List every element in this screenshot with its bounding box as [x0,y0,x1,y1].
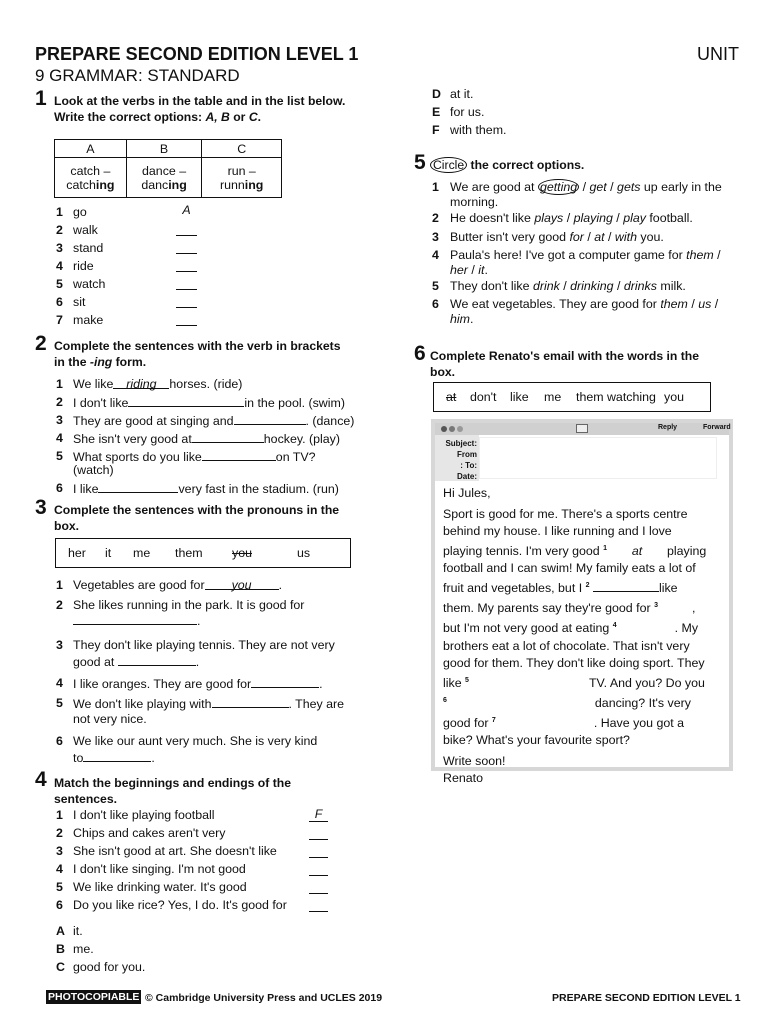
item-text: . [151,751,155,765]
box-word: me [133,546,151,560]
header-labels [445,438,477,482]
window-dot-icon[interactable] [457,426,463,432]
option[interactable]: drinking [570,279,614,293]
answer-blank[interactable] [98,481,178,493]
item-number: 1 [56,377,63,391]
separator: / [604,230,615,244]
item-text: Paula's here! I've got a computer game for [450,248,687,262]
email-text: them. My parents say they're good for [443,601,651,616]
exercise-4-instruction [54,775,384,808]
email-line: good for them. They don't like doing sport. They [443,655,705,670]
exercise-5-number: 5 [414,151,426,174]
exercise-3-instruction [54,502,384,535]
email-line [443,540,728,560]
instruction-line: sentences. [54,792,118,807]
ending-letter: B [56,942,65,956]
item-text: very fast in the stadium. (run) [178,482,339,496]
answer-blank[interactable] [202,449,276,461]
answer-blank[interactable] [309,843,328,858]
table-header-a: A [55,140,127,158]
cell-line [127,178,202,192]
item-number: 2 [56,826,63,840]
item-text: to [73,751,84,765]
item-text: . [319,677,323,691]
box-word: us [297,546,311,560]
item-text: We are good at [450,180,538,194]
item-text: in the pool. (swim) [244,396,345,410]
instruction-text: Write the correct options: [54,110,206,125]
box-word-used: at [446,390,457,404]
email-window [431,419,733,785]
email-line: Sport is good for me. There's a sports centre [443,507,688,521]
gap-number: 1 [603,545,608,552]
separator: / [579,180,590,194]
answer-blank[interactable] [447,695,595,707]
separator: / [687,297,699,311]
copyright-text: © Cambridge University Press and UCLES 2019 [145,992,383,1004]
box-word: her [68,546,86,560]
cell-stem: danc [141,177,169,192]
circle-word: Circle [430,157,467,173]
answer-blank[interactable] [176,293,197,308]
gap-number: 5 [465,676,469,684]
gap-number: 4 [612,622,617,630]
item-text: . [484,263,488,277]
email-line: behind my house. I like running and I love [443,524,672,538]
gap-number: 3 [654,602,658,610]
item-text: She isn't very good at [73,432,192,446]
option[interactable]: play [623,211,646,225]
option[interactable]: us [698,297,712,311]
ending-letter: E [432,105,441,119]
to-label: : To: [460,461,477,470]
ending-letter: A [56,924,65,938]
item-number: 6 [56,295,63,309]
item-text: milk. [656,279,686,293]
answer-blank[interactable] [593,580,659,592]
item-text: They don't like [450,279,533,293]
ending-text: me. [73,942,94,956]
answer-blank[interactable]: F [309,807,328,822]
item-text: What sports do you like [73,450,202,464]
exercise-6-number: 6 [414,342,426,365]
item-text: Chips and cakes aren't very [73,826,226,840]
instruction-line [54,354,384,370]
answer-text: at [631,544,643,559]
table-header-b: B [126,140,202,158]
word-box [433,382,711,412]
option[interactable]: them [686,248,714,262]
email-line [443,712,728,732]
gap-number: 7 [491,716,496,724]
item-text: We eat vegetables. They are good for [450,297,661,311]
answer-blank[interactable] [309,825,328,840]
ending-text: for us. [450,105,485,119]
unit-label: UNIT [697,44,739,64]
instruction-text: the correct options. [467,158,585,172]
answer-blank[interactable] [176,239,197,254]
from-label: From [457,450,477,459]
subject-label: Subject: [445,439,477,448]
reply-button[interactable]: Reply [658,424,678,431]
ending-text: with them. [450,123,507,137]
box-word: them watching [576,390,656,404]
item-number: 3 [56,638,63,652]
box-word: it [105,546,112,560]
cell-stem: catch [66,177,96,192]
exercise-6-instruction [430,348,730,381]
item-number: 6 [432,297,439,311]
item-number: 4 [56,259,63,273]
separator: / [613,279,624,293]
exercise-2-number: 2 [35,332,47,355]
item-text: not very nice. [73,712,147,726]
forward-button[interactable]: Forward [703,424,731,431]
email-body [443,485,728,787]
item-number: 6 [56,734,63,748]
item-word: ride [73,259,94,273]
item-word: go [73,205,87,219]
option[interactable]: gets [617,180,641,194]
item-text: horses. (ride) [169,377,243,391]
item-number: 1 [432,180,439,194]
answer-blank[interactable] [176,221,197,236]
item-text: I like oranges. They are good for [73,677,252,691]
item-number: 5 [432,279,439,293]
ending-letter: D [432,87,441,101]
item-number: 2 [56,598,63,612]
email-greeting: Hi Jules, [443,486,491,500]
option[interactable]: her [450,263,468,277]
item-word: stand [73,241,104,255]
answer-blank[interactable] [83,750,151,762]
instruction-text: . [257,110,262,125]
box-word: me [544,390,562,404]
item-text: I like [73,482,99,496]
item-number: 5 [56,277,63,291]
table-cell-c [202,158,282,198]
answer-blank[interactable] [205,578,279,590]
item-text: We like [73,377,114,391]
cell-suffix: ing [168,177,187,192]
item-number: 4 [432,248,439,262]
cell-suffix: ing [244,177,264,192]
email-text: playing [667,544,707,559]
answer-blank[interactable] [496,715,594,727]
option[interactable]: plays [534,211,564,225]
item-text: you. [636,230,664,244]
instruction-line [54,109,384,125]
photocopiable-label: PHOTOCOPIABLE [48,991,140,1003]
item-text: on TV? [275,450,316,464]
answer-blank[interactable] [309,861,328,876]
item-number: 1 [56,205,63,219]
email-toolbar [435,423,729,435]
item-text: Do you like rice? Yes, I do. It's good for [73,898,287,912]
email-text: playing tennis. I'm very good [443,544,600,559]
item-number: 2 [56,395,63,409]
answer-blank[interactable] [658,600,692,612]
item-number: 2 [432,211,439,225]
instruction-line: Complete Renato's email with the words in the [430,349,700,363]
option[interactable]: at [594,230,605,244]
separator: / [711,297,719,311]
option[interactable]: drink [532,279,560,293]
answer-blank[interactable] [234,413,306,425]
table-cell-b [126,158,202,198]
answer-blank[interactable] [212,696,289,708]
item-number: 7 [56,313,63,327]
item-number: 1 [56,578,63,592]
answer-text: you [231,578,252,592]
box-word: like [510,390,529,404]
answer-blank[interactable] [128,395,244,407]
answer-blank[interactable] [176,311,197,326]
option[interactable]: him [450,312,470,326]
item-text: I don't like [73,396,129,410]
item-text: . [278,578,283,592]
option[interactable]: for [569,230,584,244]
exercise-4-number: 4 [35,768,47,791]
answer-blank[interactable] [309,879,328,894]
photocopiable-badge [46,991,141,1003]
item-number: 2 [56,223,63,237]
item-text: . They are [288,697,345,711]
answer-blank[interactable] [309,897,328,912]
instruction-text: form. [112,355,147,370]
item-number: 5 [56,449,63,463]
item-text: She isn't good at art. She doesn't like [73,844,277,858]
pronoun-box [55,538,351,568]
instruction-line: box. [54,519,80,534]
cell-line: dance – [142,163,187,178]
ending-text: good for you. [73,960,146,974]
email-line [443,672,728,692]
item-number: 6 [56,481,63,495]
item-text: hockey. (play) [263,432,340,446]
box-word-used: you [232,546,252,560]
gap-number: 2 [585,582,590,590]
instruction-ing: -ing [89,355,113,370]
item-number: 3 [432,230,439,244]
item-text: He doesn't like [450,211,535,225]
item-word: sit [73,295,86,309]
answer-blank[interactable] [469,675,589,687]
item-text: Butter isn't very good [450,230,570,244]
answer-blank[interactable] [118,654,196,666]
item-text: Vegetables are good for [73,578,205,592]
separator: / [467,263,479,277]
instruction-text: or [229,110,249,125]
box-word: don't [470,390,497,404]
email-text: , [691,601,696,616]
ending-letter: F [432,123,440,137]
item-text: morning. [450,195,499,209]
answer-blank[interactable] [176,275,197,290]
page-title: PREPARE SECOND EDITION LEVEL 1 [35,44,359,64]
verb-table [54,139,282,198]
email-signoff: Write soon! [443,753,506,768]
item-number: 4 [56,862,63,876]
separator: / [713,248,721,262]
exercise-1-instruction [54,93,384,126]
email-text: . My [674,621,699,636]
item-text: up early in the [640,180,722,194]
envelope-icon[interactable] [576,424,588,433]
page-subtitle: 9 GRAMMAR: STANDARD [35,66,240,85]
cell-line [55,178,126,192]
email-line [443,577,728,597]
option[interactable]: get [589,180,607,194]
footer-level: PREPARE SECOND EDITION LEVEL 1 [552,992,741,1004]
item-text: I don't like playing football [73,808,215,822]
instruction-text: in the [54,355,90,370]
answer-blank[interactable] [617,621,675,633]
answer-text: riding [126,377,157,391]
email-text: like [658,581,678,596]
item-number: 1 [56,808,63,822]
item-text: We like drinking water. It's good [73,880,247,894]
email-header-fields [435,435,729,481]
email-line: bike? What's your favourite sport? [443,732,630,747]
cell-suffix: ing [95,177,115,192]
email-text: good for [443,715,489,730]
item-text: I don't like singing. I'm not good [73,862,246,876]
answer-blank[interactable] [251,676,319,688]
answer-blank[interactable] [176,257,197,272]
email-text: TV. And you? Do you [588,675,705,690]
email-text: like [443,675,462,690]
email-text: dancing? It's very [594,695,691,710]
item-word: make [73,313,104,327]
instruction-options: A, B [205,110,230,125]
box-word: you [664,390,684,404]
option[interactable]: with [614,230,637,244]
gap-number: 6 [443,696,447,704]
option[interactable]: drinks [623,279,657,293]
instruction-line: Complete the sentences with the verb in brackets [54,339,341,353]
item-number: 3 [56,241,63,255]
item-text: They are good at singing and [73,414,234,428]
option[interactable]: playing [573,211,613,225]
separator: / [563,211,574,225]
exercise-2-instruction [54,338,384,371]
answer-blank[interactable] [192,431,264,443]
cell-line: catch – [70,163,111,178]
item-text: They don't like playing tennis. They are not very [73,638,335,652]
cell-line: run – [227,163,256,178]
email-line: brothers eat a lot of chocolate. That isn't very [443,638,690,653]
email-text: . Have you got a [593,715,685,730]
instruction-options: C [248,110,258,125]
instruction-line: Match the beginnings and endings of the [54,776,291,790]
item-text: She likes running in the park. It is good for [73,598,305,612]
item-text: football. [645,211,693,225]
table-header-c: C [202,140,282,158]
window-dot-icon[interactable] [449,426,455,432]
email-line: football and I can swim! My family eats a lot of [443,561,696,576]
item-number: 4 [56,431,63,445]
answer-blank[interactable] [113,377,169,389]
email-text: fruit and vegetables, but I [443,581,583,596]
table-cell-a [55,158,127,198]
cell-line [202,178,281,192]
box-word: them [175,546,203,560]
separator: / [559,279,571,293]
answer-blank[interactable]: A [182,203,191,217]
ending-text: it. [73,924,83,938]
email-signature: Renato [443,770,483,785]
separator: / [612,211,624,225]
item-number: 3 [56,844,63,858]
answer-blank[interactable] [73,613,197,625]
window-dot-icon[interactable] [441,426,447,432]
option[interactable]: them [660,297,688,311]
ending-text: at it. [450,87,474,101]
date-label: Date: [456,472,477,481]
instruction-line: Complete the sentences with the pronouns in the [54,503,340,517]
item-text: . [197,614,201,628]
item-number: 4 [56,676,63,690]
item-number: 5 [56,880,63,894]
item-text: We like our aunt very much. She is very kind [73,734,318,748]
item-text: We don't like playing with [73,697,212,711]
option-circled[interactable]: getting [539,180,578,194]
item-word: watch [73,277,106,291]
item-text: . [195,655,200,669]
item-word: walk [73,223,98,237]
instruction-line: Look at the verbs in the table and in the list below. [54,94,346,108]
option[interactable]: it [478,263,485,277]
email-line [443,692,728,712]
item-text: good at [73,655,118,669]
exercise-5-instruction [430,157,584,173]
answer-blank[interactable] [607,543,667,559]
item-text: (watch) [73,463,114,477]
email-line [443,597,728,617]
separator: / [583,230,595,244]
item-text: . (dance) [305,414,355,428]
email-panel [435,423,731,785]
header-input-field[interactable] [479,437,717,479]
item-number: 6 [56,898,63,912]
instruction-line: box. [430,365,456,380]
email-text: but I'm not very good at eating [443,621,610,636]
item-text: . [469,312,474,326]
exercise-1-number: 1 [35,87,47,110]
cell-stem: runn [219,177,245,192]
item-number: 5 [56,696,63,710]
separator: / [606,180,618,194]
ending-letter: C [56,960,65,974]
item-number: 3 [56,413,63,427]
email-line [443,617,728,637]
exercise-3-number: 3 [35,496,47,519]
